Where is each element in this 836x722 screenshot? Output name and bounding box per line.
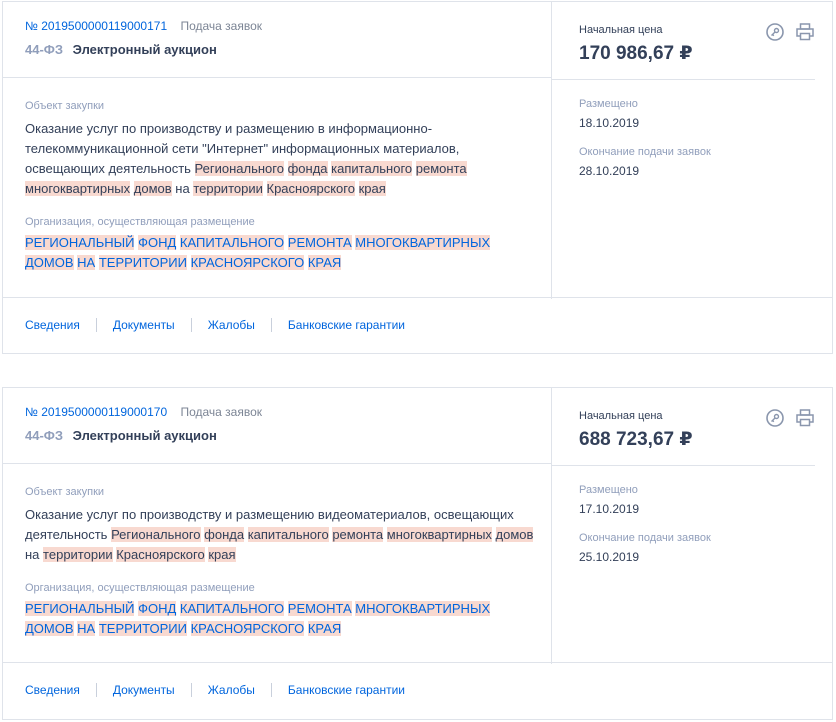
object-highlight: Красноярского	[266, 181, 355, 196]
card-main	[3, 388, 551, 639]
object-highlight: многоквартирных	[25, 181, 131, 196]
tab-complaints[interactable]: Жалобы	[191, 683, 271, 697]
price-value: 170 986,67 ₽	[579, 43, 693, 64]
org-highlight: ДОМОВ	[25, 621, 74, 636]
card-header	[3, 2, 551, 78]
object-highlight: капитального	[247, 527, 329, 542]
object-highlight: территории	[43, 547, 113, 562]
org-highlight: КАПИТАЛЬНОГО	[179, 235, 285, 250]
tab-complaints[interactable]: Жалобы	[191, 318, 271, 332]
card-tabs	[3, 297, 832, 353]
object-highlight: ремонта	[332, 527, 384, 542]
deadline-label: Окончание подачи заявок	[579, 146, 711, 158]
org-highlight: РЕМОНТА	[287, 601, 352, 616]
org-highlight: МНОГОКВАРТИРНЫХ	[355, 601, 491, 616]
object-label: Объект закупки	[25, 100, 105, 112]
org-highlight: РЕГИОНАЛЬНЫЙ	[25, 601, 135, 616]
object-highlight: территории	[193, 181, 263, 196]
org-highlight: КРАСНОЯРСКОГО	[190, 621, 305, 636]
key-icon[interactable]	[765, 408, 785, 428]
dates-block	[552, 466, 833, 564]
posted-date: 17.10.2019	[579, 502, 640, 516]
printer-icon[interactable]	[795, 408, 815, 428]
deadline-date: 25.10.2019	[579, 550, 640, 564]
object-highlight: домов	[495, 527, 534, 542]
org-highlight: ДОМОВ	[25, 255, 74, 270]
org-highlight: ФОНД	[138, 235, 177, 250]
key-icon[interactable]	[765, 22, 785, 42]
posted-date: 18.10.2019	[579, 116, 640, 130]
object-text	[25, 505, 535, 565]
card-tabs	[3, 662, 832, 719]
object-highlight: края	[208, 547, 236, 562]
org-highlight: КАПИТАЛЬНОГО	[179, 601, 285, 616]
card-body	[3, 78, 551, 273]
object-text-plain: Оказание услуг по производству и размещению в информационно-телекоммуникационной сети "Интернет" информационных материалов, освещающих деятельность	[25, 121, 460, 176]
posted-label: Размещено	[579, 98, 638, 110]
price-value: 688 723,67 ₽	[579, 429, 693, 450]
law-label: 44-ФЗ	[25, 42, 64, 57]
card-side	[551, 388, 833, 664]
printer-icon[interactable]	[795, 22, 815, 42]
org-highlight: КРАЯ	[307, 621, 342, 636]
object-highlight: Регионального	[194, 161, 284, 176]
price-block	[552, 2, 815, 80]
purchase-card	[2, 387, 833, 720]
object-highlight: многоквартирных	[386, 527, 492, 542]
dates-block	[552, 80, 833, 178]
org-highlight: ФОНД	[138, 601, 177, 616]
purchase-number-link[interactable]: № 2019500000119000171	[25, 19, 168, 33]
tab-bank-guarantees[interactable]: Банковские гарантии	[271, 318, 421, 332]
org-highlight: МНОГОКВАРТИРНЫХ	[355, 235, 491, 250]
card-header	[3, 388, 551, 464]
object-highlight: Красноярского	[116, 547, 205, 562]
stage-label: Подача заявок	[180, 405, 263, 419]
procurement-type: Электронный аукцион	[72, 428, 217, 443]
org-highlight: РЕГИОНАЛЬНЫЙ	[25, 235, 135, 250]
object-text	[25, 119, 535, 199]
card-side	[551, 2, 833, 299]
object-highlight: капитального	[331, 161, 413, 176]
org-label: Организация, осуществляющая размещение	[25, 216, 255, 228]
price-label: Начальная цена	[579, 24, 663, 36]
deadline-label: Окончание подачи заявок	[579, 532, 711, 544]
org-highlight: НА	[77, 621, 96, 636]
deadline-date: 28.10.2019	[579, 164, 640, 178]
tab-bank-guarantees[interactable]: Банковские гарантии	[271, 683, 421, 697]
tab-documents[interactable]: Документы	[96, 683, 191, 697]
org-highlight: НА	[77, 255, 96, 270]
org-highlight: ТЕРРИТОРИИ	[98, 621, 187, 636]
law-label: 44-ФЗ	[25, 428, 64, 443]
org-highlight: КРАСНОЯРСКОГО	[190, 255, 305, 270]
card-body	[3, 464, 551, 639]
org-highlight: ТЕРРИТОРИИ	[98, 255, 187, 270]
object-text-plain: Оказание услуг по производству и размещению видеоматериалов, освещающих деятельность	[25, 507, 514, 542]
org-highlight: КРАЯ	[307, 255, 342, 270]
org-label: Организация, осуществляющая размещение	[25, 582, 255, 594]
tab-documents[interactable]: Документы	[96, 318, 191, 332]
object-highlight: края	[358, 181, 386, 196]
tab-details[interactable]: Сведения	[25, 683, 80, 697]
stage-label: Подача заявок	[180, 19, 263, 33]
posted-label: Размещено	[579, 484, 638, 496]
object-highlight: ремонта	[415, 161, 467, 176]
object-highlight: фонда	[204, 527, 245, 542]
tab-details[interactable]: Сведения	[25, 318, 80, 332]
object-text-plain: на	[25, 547, 40, 562]
purchase-card	[2, 1, 833, 354]
procurement-type: Электронный аукцион	[72, 42, 217, 57]
object-text-plain: на	[175, 181, 190, 196]
org-highlight: РЕМОНТА	[287, 235, 352, 250]
price-block	[552, 388, 815, 466]
card-main	[3, 2, 551, 273]
price-label: Начальная цена	[579, 410, 663, 422]
organization-link[interactable]	[25, 233, 535, 273]
object-label: Объект закупки	[25, 486, 105, 498]
organization-link[interactable]	[25, 599, 535, 639]
object-highlight: фонда	[287, 161, 328, 176]
object-highlight: домов	[133, 181, 172, 196]
purchase-number-link[interactable]: № 2019500000119000170	[25, 405, 168, 419]
object-highlight: Регионального	[111, 527, 201, 542]
